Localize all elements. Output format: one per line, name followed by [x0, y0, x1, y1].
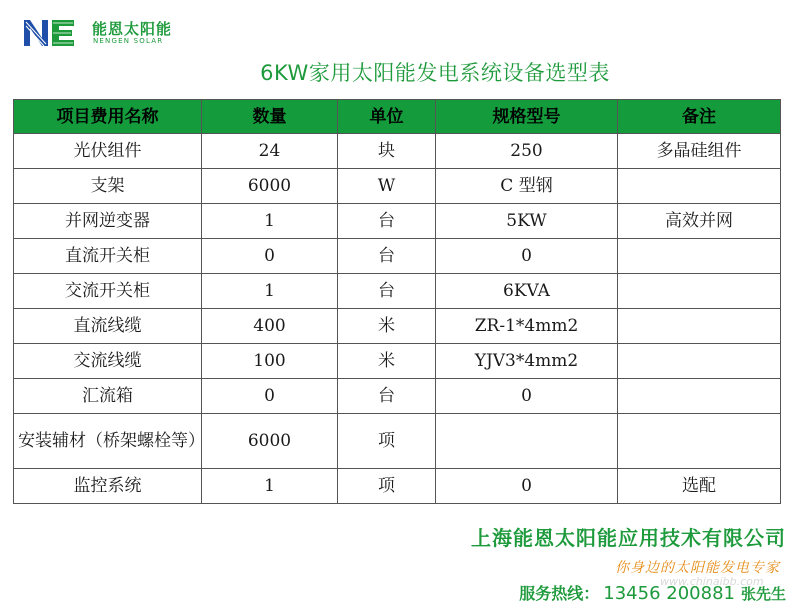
cell-spec: 250: [436, 134, 618, 169]
cell-qty: 0: [202, 379, 338, 414]
cell-spec: 6KVA: [436, 274, 618, 309]
cell-spec: 0: [436, 469, 618, 504]
cell-name: 支架: [14, 169, 202, 204]
cell-name: 汇流箱: [14, 379, 202, 414]
header-spec: 规格型号: [436, 100, 618, 134]
cell-spec: 5KW: [436, 204, 618, 239]
cell-note: 多晶硅组件: [618, 134, 781, 169]
cell-unit: W: [338, 169, 436, 204]
page-title: 6KW家用太阳能发电系统设备选型表: [260, 61, 610, 85]
ne-logo-mark-icon: [22, 16, 88, 48]
watermark: www.chinaibb.com: [660, 575, 764, 588]
cell-spec: C 型钢: [436, 169, 618, 204]
cell-name: 交流线缆: [14, 344, 202, 379]
cell-unit: 台: [338, 379, 436, 414]
cell-qty: 1: [202, 204, 338, 239]
table-row: [14, 414, 781, 469]
cell-name: 监控系统: [14, 469, 202, 504]
cell-unit: 项: [338, 469, 436, 504]
table-row: [14, 169, 781, 204]
cell-unit: 米: [338, 344, 436, 379]
cell-qty: 6000: [202, 169, 338, 204]
header-unit: 单位: [338, 100, 436, 134]
table-row: [14, 274, 781, 309]
cell-qty: 6000: [202, 414, 338, 469]
cell-unit: 米: [338, 309, 436, 344]
cell-unit: 台: [338, 239, 436, 274]
cell-spec: YJV3*4mm2: [436, 344, 618, 379]
cell-name: 安装辅材（桥架螺栓等）: [14, 414, 202, 469]
service-hotline: [519, 581, 786, 604]
cell-note: 高效并网: [618, 204, 781, 239]
cell-spec: 0: [436, 379, 618, 414]
cell-spec: [436, 414, 618, 469]
equipment-selection-table: [13, 99, 781, 504]
header-quantity: 数量: [202, 100, 338, 134]
cell-qty: 100: [202, 344, 338, 379]
cell-name: 交流开关柜: [14, 274, 202, 309]
cell-name: 直流线缆: [14, 309, 202, 344]
cell-note: 选配: [618, 469, 781, 504]
cell-name: 直流开关柜: [14, 239, 202, 274]
table-row: [14, 309, 781, 344]
table-row: [14, 239, 781, 274]
header-note: 备注: [618, 100, 781, 134]
logo-en-text: NENGEN SOLAR: [93, 37, 164, 45]
cell-name: 并网逆变器: [14, 204, 202, 239]
cell-qty: 400: [202, 309, 338, 344]
company-name: 上海能恩太阳能应用技术有限公司: [471, 526, 786, 550]
hotline-label: 服务热线：: [519, 584, 600, 603]
cell-note: [618, 274, 781, 309]
table-row: [14, 204, 781, 239]
cell-qty: 1: [202, 469, 338, 504]
cell-note: [618, 239, 781, 274]
cell-unit: 台: [338, 204, 436, 239]
cell-note: [618, 309, 781, 344]
cell-note: [618, 414, 781, 469]
hotline-contact: 张先生: [740, 585, 786, 603]
cell-spec: ZR-1*4mm2: [436, 309, 618, 344]
cell-name: 光伏组件: [14, 134, 202, 169]
cell-qty: 24: [202, 134, 338, 169]
slogan: 你身边的太阳能发电专家: [615, 560, 780, 576]
table-row: [14, 344, 781, 379]
table-header-row: [14, 100, 781, 134]
company-logo: [22, 16, 182, 52]
cell-qty: 0: [202, 239, 338, 274]
cell-note: [618, 379, 781, 414]
cell-unit: 项: [338, 414, 436, 469]
cell-qty: 1: [202, 274, 338, 309]
cell-unit: 台: [338, 274, 436, 309]
header-item-name: 项目费用名称: [14, 100, 202, 134]
cell-unit: 块: [338, 134, 436, 169]
cell-note: [618, 344, 781, 379]
cell-spec: 0: [436, 239, 618, 274]
table-row: [14, 469, 781, 504]
table-row: [14, 134, 781, 169]
table-row: [14, 379, 781, 414]
hotline-number: 13456 200881: [603, 583, 735, 604]
logo-cn-text: 能恩太阳能: [92, 20, 173, 38]
cell-note: [618, 169, 781, 204]
